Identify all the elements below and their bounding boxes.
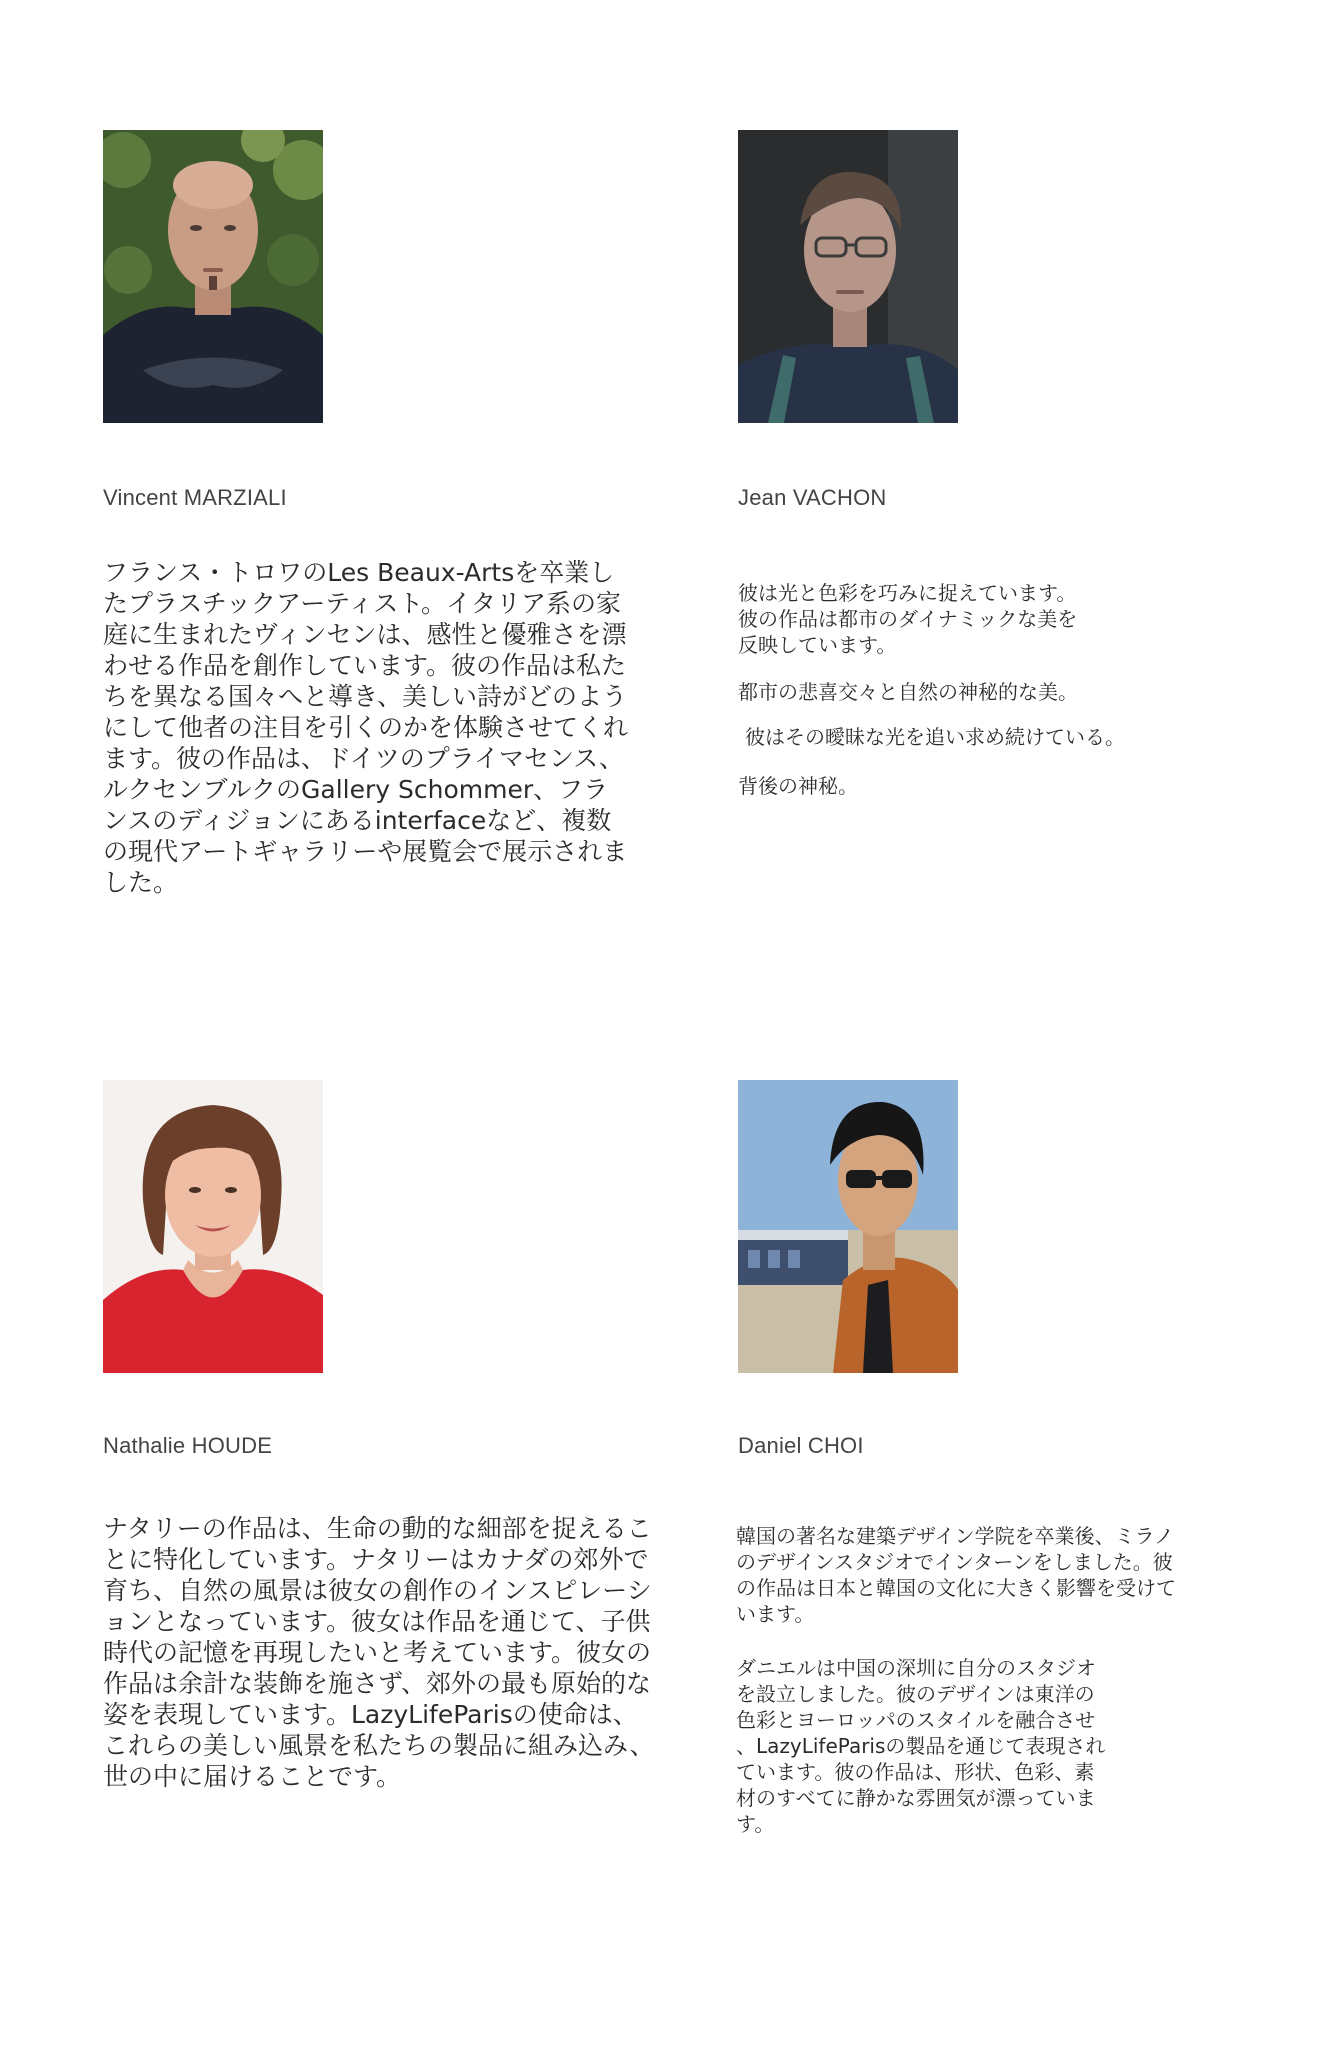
artist-bio-paragraph: 韓国の著名な建築デザイン学院を卒業後、ミラノのデザインスタジオでインターンをしました。彼の作品は日本と韓国の文化に大きく影響を受けています。: [736, 1524, 1176, 1626]
artist-bio-paragraph: 彼はその曖昧な光を追い求め続けている。: [745, 725, 1125, 749]
artist-photo-daniel: [738, 1080, 958, 1373]
artist-name: Vincent MARZIALI: [103, 485, 287, 510]
artist-name: Daniel CHOI: [738, 1433, 864, 1458]
artist-name: Jean VACHON: [738, 485, 887, 510]
artist-bio-paragraph: ダニエルは中国の深圳に自分のスタジオを設立しました。彼のデザインは東洋の色彩とヨーロッパのスタイルを融合させ、LazyLifeParisの製品を通じて表現されています。彼の作品は、形状、色彩、素材のすべてに静かな雰囲気が漂っています。: [736, 1656, 1106, 1836]
artist-bio-paragraph: 背後の神秘。: [738, 774, 858, 798]
artist-bio: フランス・トロワのLes Beaux-Artsを卒業したプラスチックアーティスト。イタリア系の家庭に生まれたヴィンセンは、感性と優雅さを漂わせる作品を創作しています。彼の作品は私たちを異なる国々へと導き、美しい詩がどのようにして他者の注目を引くのかを体験させてくれます。彼の作品は、ドイツのプライマセンス、ルクセンブルクのGallery Schommer、フランスのディジョンにあるinterfaceなど、複数の現代アートギャラリーや展覧会で展示されました。: [103, 558, 629, 897]
artist-bio-paragraph: 都市の悲喜交々と自然の神秘的な美。: [738, 680, 1078, 704]
artist-photo-vincent: [103, 130, 323, 423]
artist-bio-paragraph: 彼は光と色彩を巧みに捉えています。彼の作品は都市のダイナミックな美を反映しています。: [738, 581, 1078, 657]
artist-photo-jean: [738, 130, 958, 423]
artist-name: Nathalie HOUDE: [103, 1433, 273, 1458]
artist-bio: ナタリーの作品は、生命の動的な細部を捉えることに特化しています。ナタリーはカナダの郊外で育ち、自然の風景は彼女の創作のインスピレーションとなっています。彼女は作品を通じて、子供時代の記憶を再現したいと考えています。彼女の作品は余計な装飾を施さず、郊外の最も原始的な姿を表現しています。LazyLifeParisの使命は、これらの美しい風景を私たちの製品に組み込み、世の中に届けることです。: [103, 1514, 655, 1791]
artist-photo-nathalie: [103, 1080, 323, 1373]
